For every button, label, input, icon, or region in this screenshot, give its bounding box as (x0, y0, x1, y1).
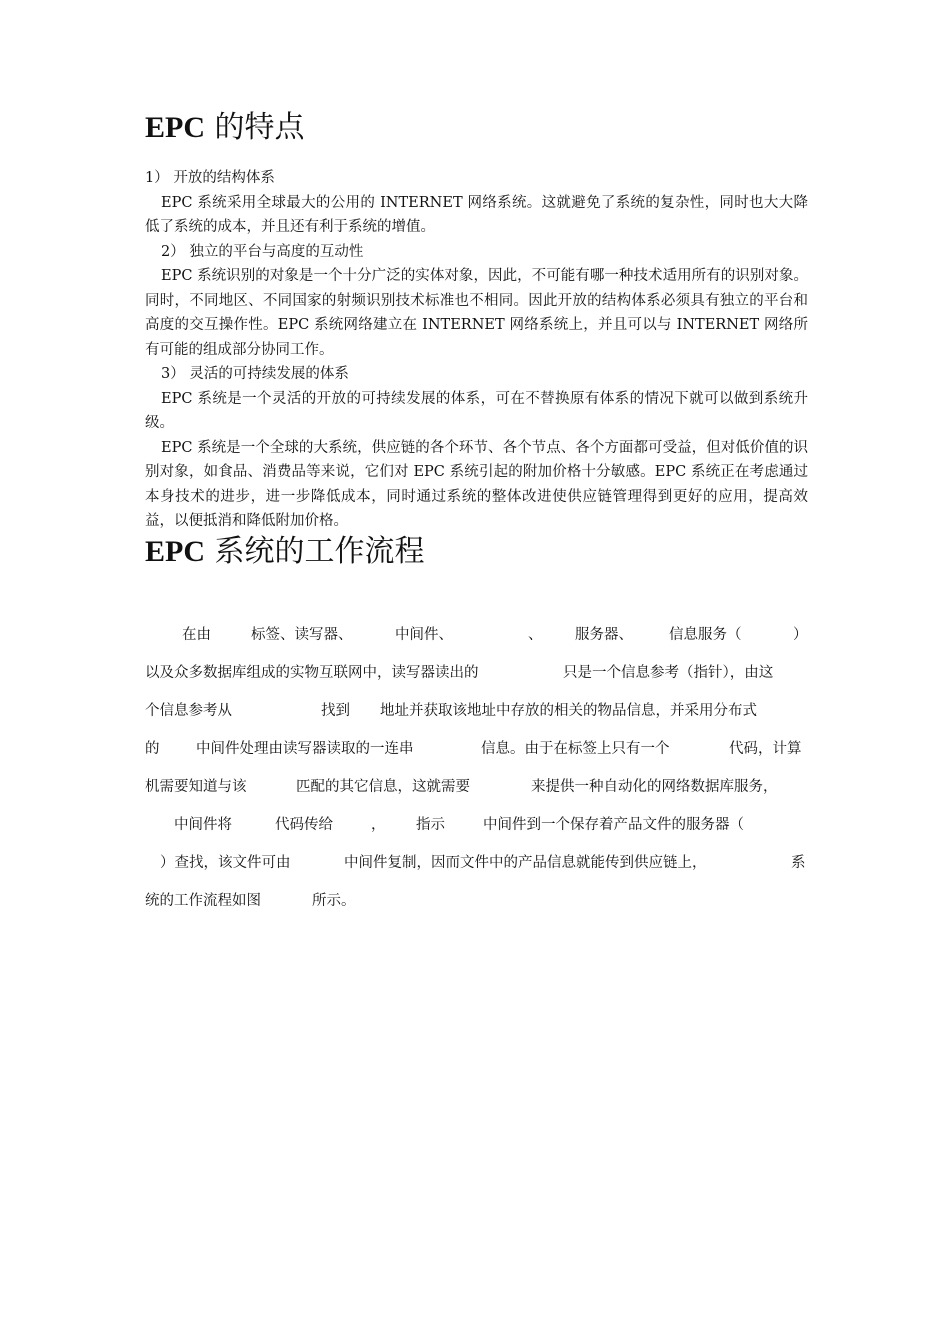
heading-bold-part: EPC (145, 111, 205, 144)
text-fragment: 在由 (182, 627, 211, 643)
text-fragment: 系 (791, 855, 806, 871)
heading-epc-features (145, 110, 305, 146)
text-fragment: ） (793, 627, 808, 643)
text-fragment: 以及众多数据库组成的实物互联网中，读写器读出的 (145, 665, 479, 681)
text-fragment: 服务器、 (575, 627, 633, 643)
text-fragment: ）查找，该文件可由 (160, 855, 291, 871)
text-fragment: 来提供一种自动化的网络数据库服务， (531, 779, 778, 795)
text-fragment: 中间件将 (174, 817, 232, 833)
paragraph-3: EPC 系统是一个灵活的开放的可持续发展的体系，可在不替换原有体系的情况下就可以做到系统升级。 (145, 390, 808, 431)
text-fragment: 信息服务（ (669, 627, 742, 643)
text-fragment: ， (371, 817, 386, 833)
heading-bold-part: EPC (145, 535, 205, 568)
text-fragment: 代码，计算 (729, 741, 802, 757)
section-workflow (145, 622, 808, 926)
text-fragment: 所示。 (312, 893, 356, 909)
text-fragment: 中间件到一个保存着产品文件的服务器（ (483, 817, 744, 833)
paragraph-2: EPC 系统识别的对象是一个十分广泛的实体对象，因此，不可能有哪一种技术适用所有的识别对象。同时，不同地区、不同国家的射频识别技术标准也不相同。因此开放的结构体系必须具有独立的平台和高度的交互操作性。EPC 系统网络建立在 INTERNET 网络系统上，并且可以与 INTERNET 网络所有可能的组成部分协同工作。 (145, 268, 808, 358)
text-fragment: 只是一个信息参考（指针），由这 (563, 665, 774, 681)
section-features (145, 166, 808, 534)
heading-epc-workflow (145, 534, 425, 570)
paragraph-4: EPC 系统是一个全球的大系统，供应链的各个环节、各个节点、各个方面都可受益，但对低价值的识别对象，如食品、消费品等来说，它们对 EPC 系统引起的附加价格十分敏感。EPC 系统正在考虑通过本身技术的进步，进一步降低成本，同时通过系统的整体改进使供应链管理得到更好的应用，提高效益，以便抵消和降低附加价格。 (145, 439, 808, 529)
workflow-line-7 (145, 850, 808, 888)
text-fragment: 地址并获取该地址中存放的相关的物品信息，并采用分布式 (380, 703, 757, 719)
text-fragment: 中间件处理由读写器读取的一连串 (196, 741, 414, 757)
heading-text-part: 的特点 (205, 110, 305, 145)
workflow-line-6 (145, 812, 808, 850)
paragraph-1: EPC 系统采用全球最大的公用的 INTERNET 网络系统。这就避免了系统的复杂性，同时也大大降低了系统的成本，并且还有利于系统的增值。 (145, 194, 808, 235)
text-fragment: 个信息参考从 (145, 703, 232, 719)
text-fragment: 中间件复制，因而文件中的产品信息就能传到供应链上， (344, 855, 707, 871)
text-fragment: 标签、读写器、 (251, 627, 353, 643)
workflow-line-3 (145, 698, 808, 736)
workflow-line-4 (145, 736, 808, 774)
text-fragment: 中间件、 (395, 627, 453, 643)
text-fragment: 代码传给 (275, 817, 333, 833)
list-item-1: 1） 开放的结构体系 (145, 170, 275, 186)
list-item-2: 2） 独立的平台与高度的互动性 (161, 243, 364, 260)
workflow-line-8 (145, 888, 808, 926)
text-fragment: 信息。由于在标签上只有一个 (481, 741, 670, 757)
workflow-line-1 (145, 622, 808, 660)
text-fragment: 找到 (321, 703, 350, 719)
text-fragment: 机需要知道与该 (145, 779, 247, 795)
text-fragment: 匹配的其它信息，这就需要 (296, 779, 470, 795)
workflow-line-2 (145, 660, 808, 698)
heading-text-part: 系统的工作流程 (205, 534, 425, 569)
text-fragment: 指示 (416, 817, 445, 833)
text-fragment: 统的工作流程如图 (145, 893, 261, 909)
text-fragment: 、 (528, 627, 543, 643)
workflow-line-5 (145, 774, 808, 812)
list-item-3: 3） 灵活的可持续发展的体系 (161, 366, 349, 382)
text-fragment: 的 (145, 741, 160, 757)
